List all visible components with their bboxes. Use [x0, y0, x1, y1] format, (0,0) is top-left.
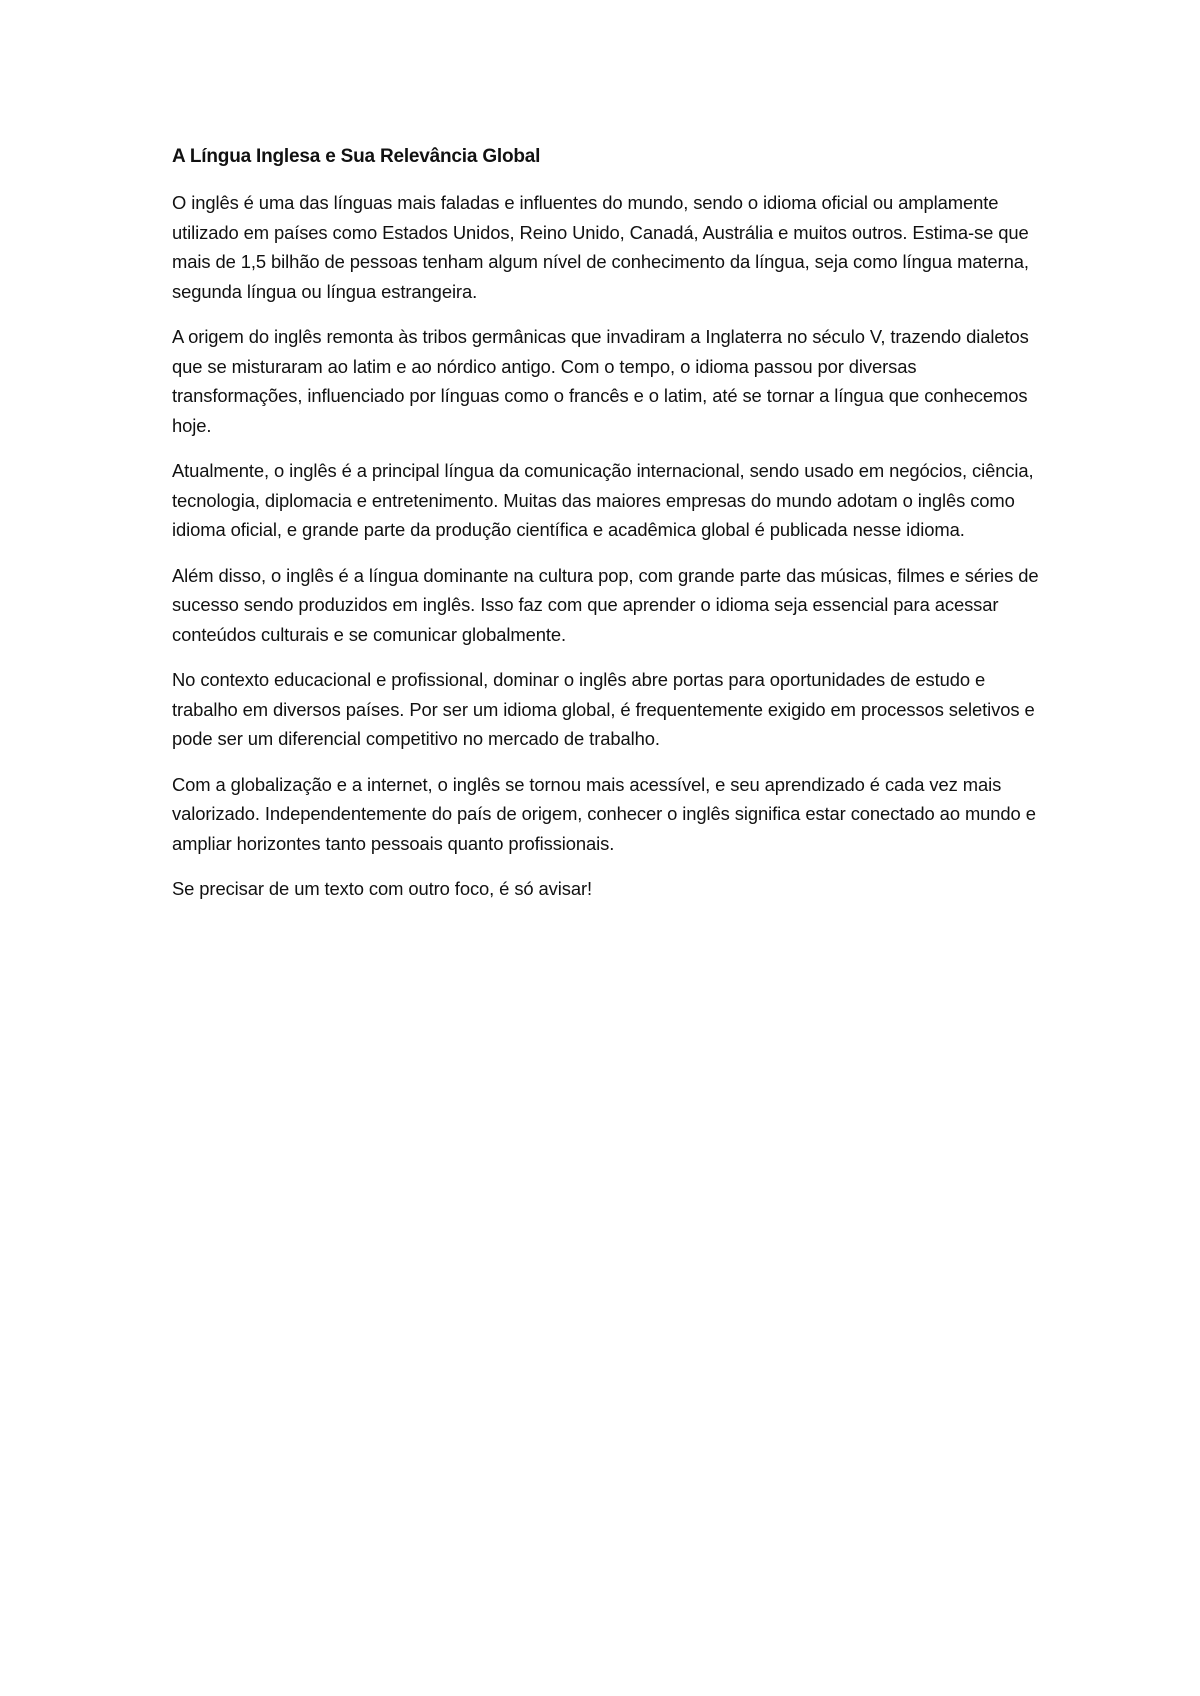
document-body	[172, 142, 1042, 904]
paragraph-closing-note: Se precisar de um texto com outro foco, é só avisar!	[172, 878, 593, 899]
paragraph-education-career: No contexto educacional e profissional, dominar o inglês abre portas para oportunidades de estudo e trabalho em diversos países. Por ser um idioma global, é frequentemente exigido em processos seletivos e pode ser um diferencial competitivo no mercado de trabalho.	[172, 669, 1035, 749]
paragraph-introduction: O inglês é uma das línguas mais faladas e influentes do mundo, sendo o idioma oficial ou amplamente utilizado em países como Estados Unidos, Reino Unido, Canadá, Austrália e muitos outros. Estima-se que mais de 1,5 bilhão de pessoas tenham algum nível de conhecimento da língua, seja como língua materna, segunda língua ou língua estrangeira.	[172, 192, 1029, 302]
paragraph-globalization: Com a globalização e a internet, o inglês se tornou mais acessível, e seu aprendizado é cada vez mais valorizado. Independentemente do país de origem, conhecer o inglês significa estar conectado ao mundo e ampliar horizontes tanto pessoais quanto profissionais.	[172, 773, 1036, 854]
paragraph-pop-culture: Além disso, o inglês é a língua dominante na cultura pop, com grande parte das músicas, filmes e séries de sucesso sendo produzidos em inglês. Isso faz com que aprender o idioma seja essencial para acessar conteúdos culturais e se comunicar globalmente.	[172, 564, 1039, 645]
paragraph-international-communication: Atualmente, o inglês é a principal língua da comunicação internacional, sendo usado em negócios, ciência, tecnologia, diplomacia e entretenimento. Muitas das maiores empresas do mundo adotam o inglês como idioma oficial, e grande parte da produção científica e acadêmica global é publicada nesse idioma.	[172, 460, 1034, 540]
document-title: A Língua Inglesa e Sua Relevância Global	[172, 146, 541, 167]
paragraph-origin: A origem do inglês remonta às tribos germânicas que invadiram a Inglaterra no século V, trazendo dialetos que se misturaram ao latim e ao nórdico antigo. Com o tempo, o idioma passou por diversas transformações, influenciado por línguas como o francês e o latim, até se tornar a língua que conhecemos hoje.	[172, 326, 1029, 436]
